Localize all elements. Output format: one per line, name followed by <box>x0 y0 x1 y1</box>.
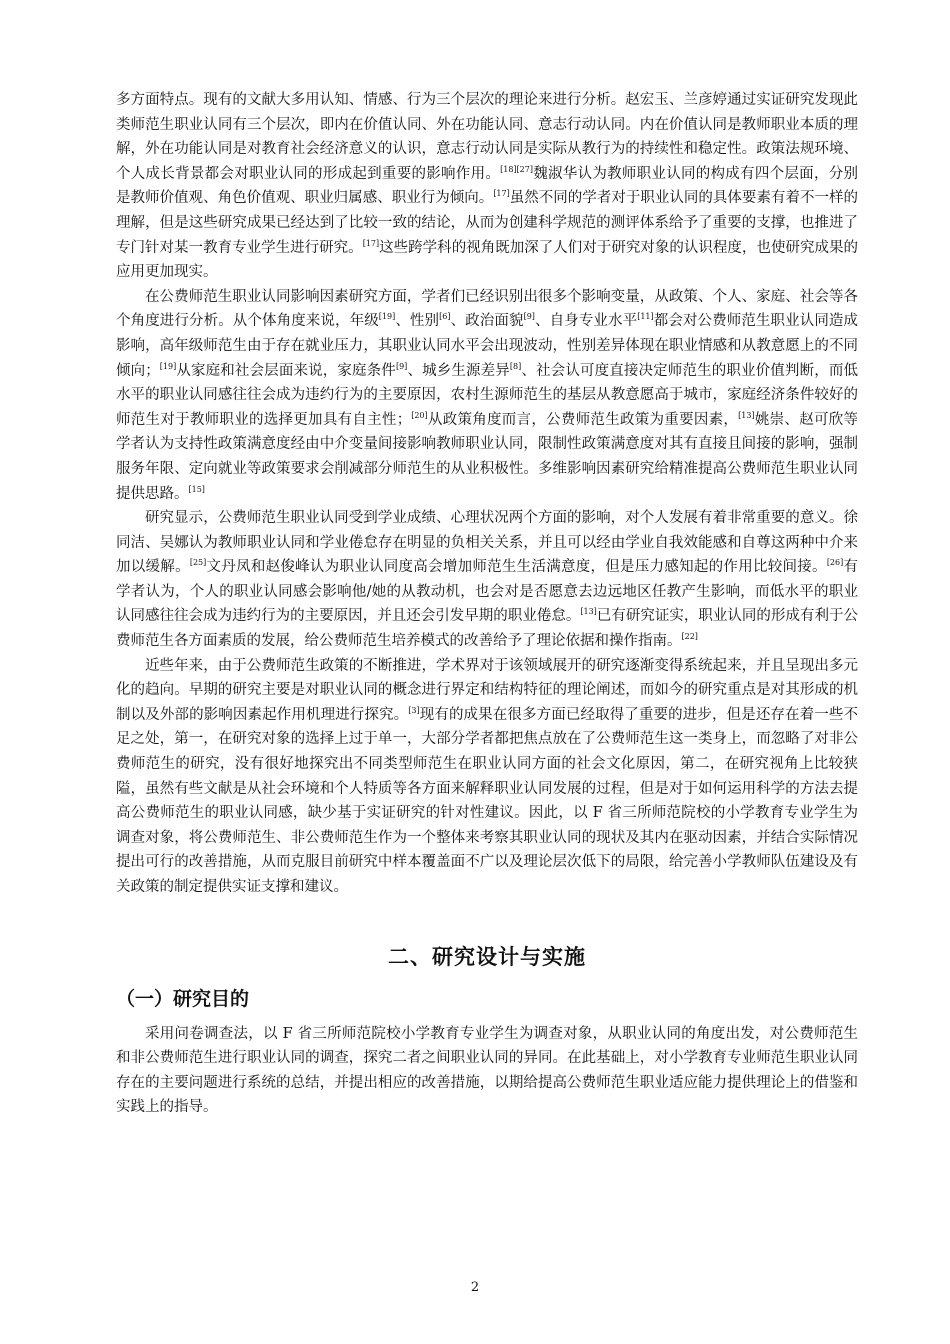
citation-ref: [26] <box>826 558 844 568</box>
citation-ref: [9] <box>523 312 535 322</box>
citation-ref: [13] <box>580 607 597 617</box>
citation-ref: [13] <box>738 410 755 420</box>
paragraph-text: 魏淑华认为教师职业认同的构成有四个层面，分别是教师价值观、角色价值观、职业归属感、职业行为倾向。 <box>116 165 858 207</box>
citation-ref: [17] <box>493 189 510 199</box>
paragraph-text: 研究显示，公费师范生职业认同受到学业成绩、心理状况两个方面的影响，对个人发展有着非常重要的意义。徐同洁、吴娜认为教师职业认同和学业倦怠存在明显的负相关关系，并且可以经由学业自我效能感和自尊这两种中介来加以缓解。 <box>116 510 858 576</box>
citation-ref: [8] <box>509 361 522 371</box>
citation-ref: [9] <box>395 361 408 371</box>
subsection-title: （一）研究目的 <box>116 987 250 1010</box>
paragraph-text: 多方面特点。现有的文献大多用认知、情感、行为三个层次的理论来进行分析。赵宏玉、兰彦婷通过实证研究发现此类师范生职业认同有三个层次，即内在价值认同、外在功能认同、意志行动认同。内在价值认同是教师职业本质的理解，外在功能认同是对教育社会经济意义的认识，意志行动认同是实际从教行为的持续性和稳定性。政策法规环境、个人成长背景都会对职业认同的形成起到重要的影响作用。 <box>116 92 858 182</box>
purpose-paragraph: 采用问卷调查法，以 F 省三所师范院校小学教育专业学生为调查对象，从职业认同的角度出发，对公费师范生和非公费师范生进行职业认同的调查，探究二者之间职业认同的异同。在此基础上，对小学教育专业师范生职业认同存在的主要问题进行系统的总结，并提出相应的改善措施，以期给提高公费师范生职业适应能力提供理论上的借鉴和实践上的指导。 <box>116 1025 858 1116</box>
citation-ref: [19] <box>378 312 396 322</box>
citation-ref: [3] <box>408 706 420 716</box>
citation-ref: [19] <box>159 361 177 371</box>
citation-ref: [18][27] <box>500 164 533 174</box>
page-body <box>116 88 858 1120</box>
paragraph-text: 、政治面貌 <box>450 313 524 330</box>
citation-ref: [11] <box>637 312 654 322</box>
body-paragraph <box>116 506 858 654</box>
paragraph-text: 近些年来，由于公费师范生政策的不断推进，学术界对于该领域展开的研究逐渐变得系统起来，并且呈现出多元化的趋向。早期的研究主要是对职业认同的概念进行界定和结构特征的理论阐述，而如今的研究重点是对其形成的机制以及外部的影响因素起作用机理进行探究。 <box>116 657 858 723</box>
citation-ref: [17] <box>362 238 380 248</box>
citation-ref: [6] <box>439 312 451 322</box>
citation-ref: [15] <box>188 484 205 494</box>
paragraph-text: 这些跨学科的视角既加深了人们对于研究对象的认识程度，也使研究成果的应用更加现实。 <box>116 239 859 281</box>
paragraph-text: 、自身专业水平 <box>534 313 638 330</box>
body-paragraph <box>116 285 858 506</box>
citation-ref: [25] <box>189 558 207 568</box>
paragraph-text: 姚崇、赵可欣等学者认为支持性政策满意度经由中介变量间接影响教师职业认同，限制性政策满意度对其有直接且间接的影响，强制服务年限、定向就业等政策要求会削减部分师范生的从业积极性。多维影响因素研究给精准提高公费师范生职业认同提供思路。 <box>116 411 859 502</box>
citation-ref: [22] <box>681 632 698 642</box>
paragraph-text: 从家庭和社会层面来说，家庭条件 <box>176 362 396 379</box>
citation-ref: [20] <box>411 410 428 420</box>
paragraph-text: 在公费师范生职业认同影响因素研究方面，学者们已经识别出很多个影响变量，从政策、个人、家庭、社会等各个角度进行分析。从个体角度来说，年级 <box>116 288 858 330</box>
paragraph-text: 、社会认可度直接决定师范生的职业价值判断，而低水平的职业认同感往往会成为违约行为的主要原因，农村生源师范生的基层从教意愿高于城市，家庭经济条件较好的师范生对于教师职业的选择更加具有自主性； <box>116 362 858 428</box>
paragraph-text: 已有研究证实，职业认同的形成有利于公费师范生各方面素质的发展，给公费师范生培养模式的改善给予了理论依据和操作指南。 <box>116 608 859 650</box>
paragraph-text: 现有的成果在很多方面已经取得了重要的进步，但是还存在着一些不足之处，第一，在研究对象的选择上过于单一，大部分学者都把焦点放在了公费师范生这一类身上，而忽略了对非公费师范生的研究，没有很好地探究出不同类型师范生在职业认同方面的社会文化原因，第二，在研究视角上比较狭隘，虽然有些文献是从社会环境和个人特质等各方面来解释职业认同发展的过程，但是对于如何运用科学的方法去提高公费师范生的职业认同感，缺少基于实证研究的针对性建议。因此，以 F 省三所师范院校的小学教育专业学生为调查对象，将公费师范生、非公费师范生作为一个整体来考察其职业认同的现状及其内在驱动因素，并结合实际情况提出可行的改善措施，从而克服目前研究中样本覆盖面不广以及理论层次低下的局限，给完善小学教师队伍建设及有关政策的制定提供实证支撑和建议。 <box>116 706 859 895</box>
paragraph-text: 都会对公费师范生职业认同造成影响，高年级师范生由于存在就业压力，其职业认同水平会出现波动，性别差异体现在职业情感和从教意愿上的不同倾向； <box>116 313 859 379</box>
paragraph-text: 从政策角度而言，公费师范生政策为重要因素， <box>427 411 739 428</box>
page-number: 2 <box>470 1280 480 1295</box>
paragraph-text: 有学者认为，个人的职业认同感会影响他/她的从教动机，也会对是否愿意去边远地区任教产生影响，而低水平的职业认同感往往会成为违约行为的主要原因，并且还会引发早期的职业倦怠。 <box>116 559 859 625</box>
paragraph-text: 虽然不同的学者对于职业认同的具体要素有着不一样的理解，但是这些研究成果已经达到了比较一致的结论，从而为创建科学规范的测评体系给予了重要的支撑，也推进了专门针对某一教育专业学生进行研究。 <box>116 190 859 256</box>
section-title: 二、研究设计与实施 <box>388 944 586 969</box>
body-paragraph <box>116 654 858 900</box>
paragraph-text: 、城乡生源差异 <box>407 362 510 379</box>
body-paragraph <box>116 88 858 285</box>
body-paragraphs <box>116 88 858 900</box>
paragraph-text: 、性别 <box>395 313 440 330</box>
paragraph-text: 文丹凤和赵俊峰认为职业认同度高会增加师范生生活满意度，但是压力感知起的作用比较间接。 <box>206 559 827 576</box>
